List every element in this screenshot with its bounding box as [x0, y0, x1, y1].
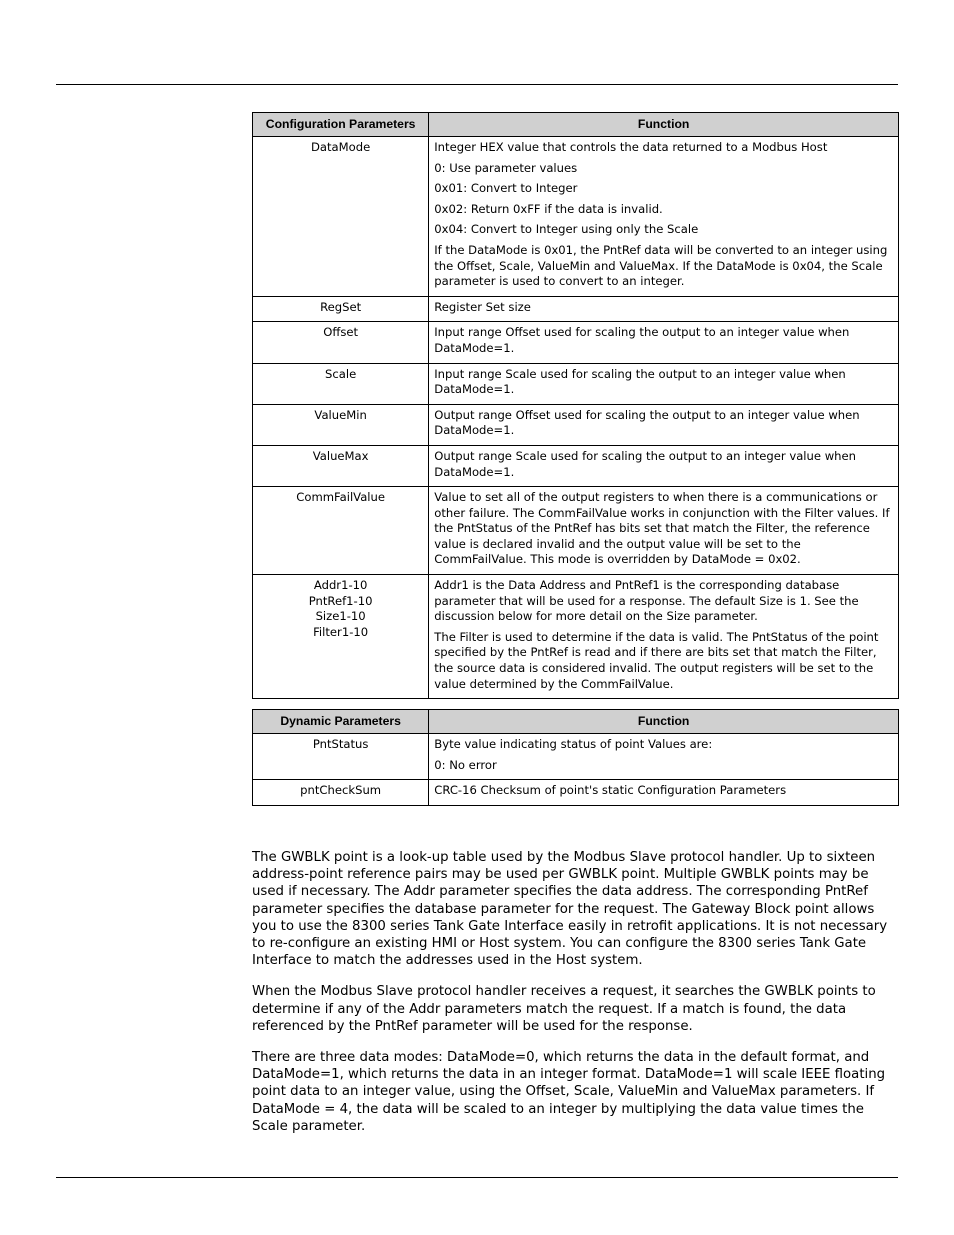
dynamic-parameters-table [252, 709, 899, 806]
table-row [253, 137, 899, 297]
table-row [253, 404, 899, 445]
function-text: Value to set all of the output registers to when there is a communications or other failure. The CommFailValue works in conjunction with the Filter values. If the PntStatus of the PntRef has bits set that match the Filter, the reference value is declared invalid and the output value will be set to the CommFailValue. This mode is overridden by DataMode = 0x02. [434, 490, 890, 567]
parameter-name: PntStatus [312, 737, 369, 751]
parameter-name-cell [253, 445, 429, 486]
function-text: CRC-16 Checksum of point's static Configuration Parameters [434, 783, 787, 798]
function-text: If the DataMode is 0x01, the PntRef data will be converted to an integer using the Offset, Scale, ValueMin and ValueMax. If the DataMode is 0x04, the Scale parameter is used to convert to an integer. [434, 242, 888, 289]
function-text: Output range Scale used for scaling the output to an integer value when DataMode=1. [434, 448, 856, 479]
function-text: The Filter is used to determine if the data is valid. The PntStatus of the point specified by the PntRef is read and if there are bits set that match the Filter, the source data is considered invalid. The output registers will be set to the value determined by the CommFailValue. [434, 629, 879, 691]
table-row [253, 296, 899, 322]
function-text: Byte value indicating status of point Values are: [434, 737, 713, 751]
parameter-name: ValueMax [312, 448, 369, 463]
parameter-name: ValueMin [314, 407, 367, 422]
parameter-name: CommFailValue [296, 490, 386, 505]
table-row [253, 322, 899, 363]
function-cell [429, 363, 899, 404]
function-cell [429, 780, 899, 806]
parameter-name-cell [253, 734, 429, 780]
parameter-name-cell [253, 363, 429, 404]
function-cell [429, 445, 899, 486]
column-header-parameters: Configuration Parameters [253, 113, 429, 137]
table-row [253, 487, 899, 575]
configuration-parameters-table [252, 112, 899, 699]
function-text: Input range Offset used for scaling the output to an integer value when DataMode=1. [434, 325, 850, 355]
footer-rule [56, 1177, 898, 1178]
function-text: Integer HEX value that controls the data returned to a Modbus Host [434, 140, 828, 154]
function-text: 0: No error [434, 757, 497, 772]
parameter-name: DataMode [310, 140, 371, 154]
table-row [253, 734, 899, 780]
column-header-parameters: Dynamic Parameters [253, 710, 429, 734]
body-text [252, 849, 902, 1149]
column-header-function: Function [429, 113, 899, 137]
parameter-name: Addr1-10 [313, 578, 368, 593]
function-cell [429, 734, 899, 780]
column-header-function: Function [429, 710, 899, 734]
parameter-name-cell [253, 322, 429, 363]
function-text: Addr1 is the Data Address and PntRef1 is the corresponding database parameter that will be used for a response. The default Size is 1. See the discussion below for more detail on the Size parameter. [434, 578, 859, 624]
table-row [253, 363, 899, 404]
function-cell [429, 322, 899, 363]
function-text: Register Set size [434, 299, 531, 314]
parameter-name: Scale [325, 366, 357, 381]
table-header-row [253, 113, 899, 137]
parameter-name-cell [253, 296, 429, 322]
function-text: 0x04: Convert to Integer using only the Scale [434, 222, 699, 237]
parameter-name: Offset [323, 325, 359, 340]
header-rule [56, 84, 898, 85]
parameter-name-cell [253, 575, 429, 699]
parameter-name-cell [253, 404, 429, 445]
table-header-row [253, 710, 899, 734]
parameter-name-cell [253, 487, 429, 575]
function-text: Input range Scale used for scaling the output to an integer value when DataMode=1. [434, 366, 846, 397]
function-cell [429, 296, 899, 322]
table-row [253, 780, 899, 806]
parameter-name: pntCheckSum [300, 783, 382, 798]
function-cell [429, 487, 899, 575]
body-paragraph: When the Modbus Slave protocol handler receives a request, it searches the GWBLK points to determine if any of the Addr parameters match the request. If a match is found, the data referenced by the PntRef parameter will be used for the response. [252, 984, 876, 1034]
table-row [253, 445, 899, 486]
function-cell [429, 404, 899, 445]
function-cell [429, 575, 899, 699]
function-cell [429, 137, 899, 297]
function-text: 0x02: Return 0xFF if the data is invalid. [434, 201, 663, 216]
body-paragraph: There are three data modes: DataMode=0, which returns the data in the default format, and DataMode=1, which returns the data in an integer format. DataMode=1 will scale IEEE floating point data to an integer value, using the Offset, Scale, ValueMin and ValueMax parameters. If DataMode = 4, the data will be scaled to an integer by multiplying the data value times the Scale parameter. [252, 1050, 886, 1134]
parameter-name: Filter1-10 [313, 624, 369, 639]
function-text: 0: Use parameter values [434, 160, 578, 175]
parameter-name: RegSet [320, 299, 362, 314]
parameter-name: Size1-10 [315, 609, 366, 624]
parameter-name-cell [253, 137, 429, 297]
function-text: Output range Offset used for scaling the output to an integer value when DataMode=1. [434, 407, 860, 438]
parameter-name-cell [253, 780, 429, 806]
function-text: 0x01: Convert to Integer [434, 181, 578, 196]
parameter-name: PntRef1-10 [308, 593, 373, 608]
body-paragraph: The GWBLK point is a look-up table used by the Modbus Slave protocol handler. Up to sixteen address-point reference pairs may be used per GWBLK point. Multiple GWBLK points may be used if necessary. The Addr parameter specifies the data address. The corresponding PntRef parameter specifies the database parameter for the request. The Gateway Block point allows you to use the 8300 series Tank Gate Interface easily in retrofit applications. It is not necessary to re-configure an existing HMI or Host system. You can configure the 8300 series Tank Gate Interface to match the addresses used in the Host system. [252, 850, 888, 969]
table-row [253, 575, 899, 699]
